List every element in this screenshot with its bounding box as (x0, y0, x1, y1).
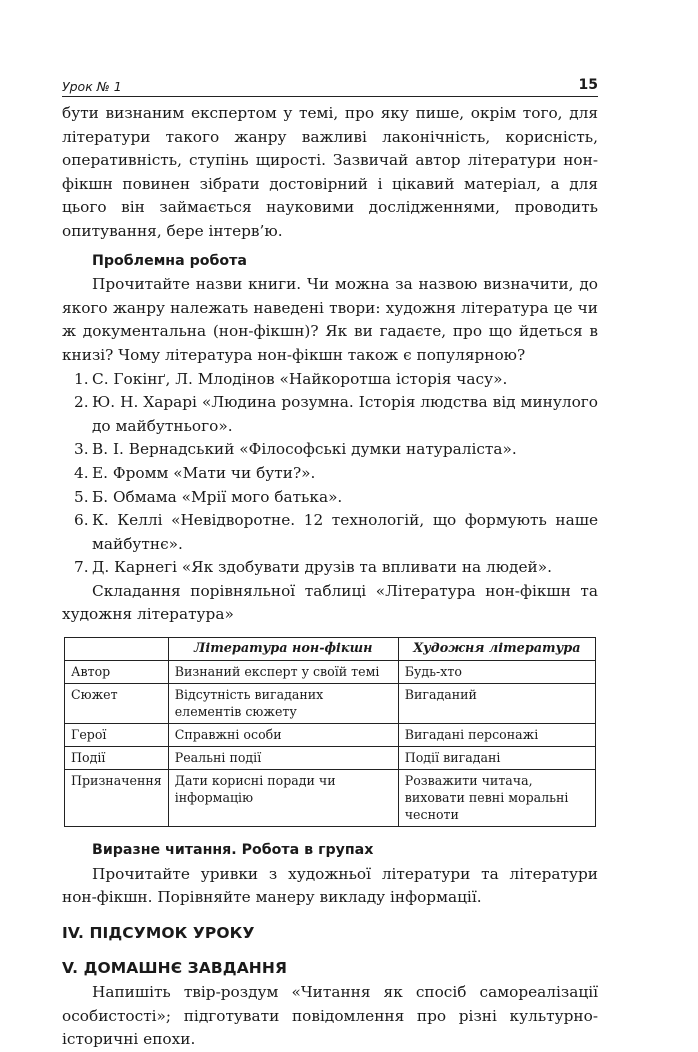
list-item: 7. Д. Карнегі «Як здобувати друзів та впливати на людей». (74, 558, 552, 577)
table-cell: Справжні особи (168, 724, 398, 747)
table-cell: Призначення (65, 770, 169, 827)
table-cell: Автор (65, 661, 169, 684)
page-number: 15 (578, 77, 598, 93)
summary-heading: IV. ПІДСУМОК УРОКУ (62, 923, 255, 942)
list-item: 6. К. Келлі «Невідворотне. 12 технологій, що формують наше майбутнє». (74, 511, 598, 553)
problem-task: Прочитайте назви книги. Чи можна за назвою визначити, до якого жанру належать наведені твори: художня література це чи ж документальна (нон-фікшн)? Як ви гадаєте, про що йдеться в книзі? Чому література нон-фікшн також є популярною? (62, 275, 598, 364)
table-header-cell: Художня література (398, 638, 595, 661)
intro-paragraph: бути визнаним експертом у темі, про яку пише, окрім того, для літератури такого жанру важливі лаконічність, корисність, оперативність, ступінь щирості. Зазвичай автор літератури нон-фікшн повинен зібрати достовірний і цікавий матеріал, а для цього він займається науковими дослідженнями, проводить опитування, бере інтерв’ю. (62, 104, 598, 240)
table-cell: Герої (65, 724, 169, 747)
homework-text: Напишіть твір-роздум «Читання як спосіб самореалізації особистості»; підготувати повідомлення про різні культурно-історичні епохи. (62, 983, 598, 1049)
table-cell: Розважити читача, виховати певні моральні чесноти (398, 770, 595, 827)
table-header-cell: Література нон-фікшн (168, 638, 398, 661)
book-list (62, 368, 598, 580)
table-header-cell (65, 638, 169, 661)
table-cell: Вигаданий (398, 684, 595, 724)
table-cell: Події вигадані (398, 747, 595, 770)
problem-heading: Проблемна робота (92, 252, 247, 269)
table-cell: Будь-хто (398, 661, 595, 684)
homework-heading: V. ДОМАШНЄ ЗАВДАННЯ (62, 959, 287, 978)
table-cell: Дати корисні поради чи інформацію (168, 770, 398, 827)
page (62, 70, 598, 1052)
list-item: 4. Е. Фромм «Мати чи бути?». (74, 463, 316, 482)
table-cell: Вигадані персонажі (398, 724, 595, 747)
page-body (62, 102, 598, 1052)
running-header (62, 70, 598, 97)
reading-heading: Виразне читання. Робота в групах (92, 842, 374, 859)
list-item: 5. Б. Обмама «Мрії мого батька». (74, 487, 343, 506)
table-row (65, 770, 596, 827)
table-row (65, 661, 596, 684)
list-item: 3. В. І. Вернадський «Філософські думки натураліста». (74, 440, 517, 459)
table-cell: Події (65, 747, 169, 770)
table-cell: Визнаний експерт у своїй темі (168, 661, 398, 684)
comparison-table (64, 637, 596, 827)
table-cell: Сюжет (65, 684, 169, 724)
table-cell: Реальні події (168, 747, 398, 770)
reading-task: Прочитайте уривки з художньої літератури та літератури нон-фікшн. Порівняйте манеру викладу інформації. (62, 864, 598, 907)
table-intro: Складання порівняльної таблиці «Література нон-фікшн та художня література» (62, 581, 598, 624)
table-row (65, 684, 596, 724)
table-header-row (65, 638, 596, 661)
list-item: 2. Ю. Н. Харарі «Людина розумна. Історія людства від минулого до майбутнього». (74, 393, 598, 435)
list-item: 1. С. Гокінґ, Л. Млодінов «Найкоротша історія часу». (74, 369, 508, 388)
lesson-label: Урок № 1 (62, 79, 122, 94)
table-row (65, 747, 596, 770)
table-row (65, 724, 596, 747)
table-cell: Відсутність вигаданих елементів сюжету (168, 684, 398, 724)
